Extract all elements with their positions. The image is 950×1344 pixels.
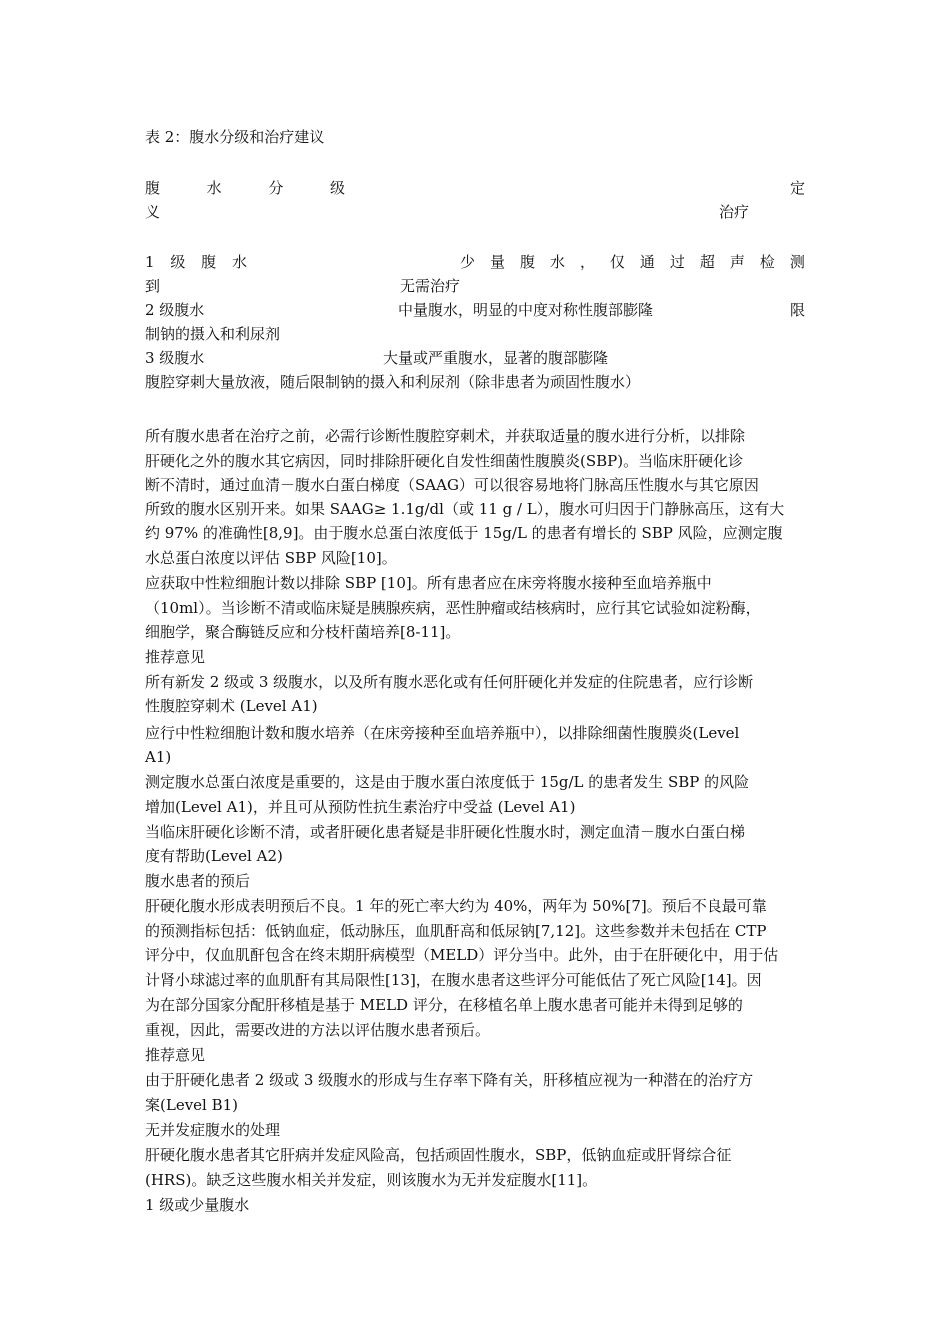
text-line: 应获取中性粒细胞计数以排除 SBP [10]。所有患者应在床旁将腹水接种至血培养瓶中 <box>145 574 712 592</box>
table-caption: 表 2：腹水分级和治疗建议 <box>145 128 325 146</box>
text-line: 肝硬化之外的腹水其它病因，同时排除肝硬化自发性细菌性腹膜炎(SBP)。当临床肝硬化诊 <box>145 452 744 470</box>
table-header-definition-char2: 义 <box>145 203 161 221</box>
text-line: 肝硬化腹水患者其它肝病并发症风险高，包括顽固性腹水，SBP，低钠血症或肝肾综合征 <box>145 1146 732 1164</box>
text-line: 所致的腹水区别开来。如果 SAAG≥ 1.1g/dl（或 11 g / L），腹水可归因于门静脉高压，这有大 <box>145 500 785 518</box>
definition-char: 少 <box>460 253 476 271</box>
section-heading: 腹水患者的预后 <box>145 872 251 890</box>
text-line: 增加(Level A1)，并且可从预防性抗生素治疗中受益 (Level A1) <box>145 798 576 816</box>
text-line: 约 97% 的准确性[8,9]。由于腹水总蛋白浓度低于 15g/L 的患者有增长的 SBP 风险，应测定腹 <box>145 524 783 542</box>
text-line: (HRS)。缺乏这些腹水相关并发症，则该腹水为无并发症腹水[11]。 <box>145 1171 598 1189</box>
text-line: 性腹腔穿刺术 (Level A1) <box>145 697 318 715</box>
text-line: 应行中性粒细胞计数和腹水培养（在床旁接种至血培养瓶中），以排除细菌性腹膜炎(Level <box>145 724 740 742</box>
header-char: 分 <box>268 179 284 197</box>
row1-definition-tail: 到 <box>145 277 161 295</box>
header-char: 级 <box>329 179 345 197</box>
text-line: 所有新发 2 级或 3 级腹水，以及所有腹水恶化或有任何肝硬化并发症的住院患者，应行诊断 <box>145 673 754 691</box>
text-line: 所有腹水患者在治疗之前，必需行诊断性腹腔穿刺术，并获取适量的腹水进行分析，以排除 <box>145 427 746 445</box>
row1-definition <box>460 250 805 274</box>
section-heading: 推荐意见 <box>145 1046 206 1064</box>
definition-char: ， <box>579 253 595 271</box>
definition-char: 声 <box>729 253 745 271</box>
definition-char: 腹 <box>519 253 535 271</box>
definition-char: 水 <box>549 253 565 271</box>
definition-char: 量 <box>489 253 505 271</box>
definition-char: 测 <box>789 253 805 271</box>
row2-treatment-tail: 制钠的摄入和利尿剂 <box>145 325 281 343</box>
text-line: 肝硬化腹水形成表明预后不良。1 年的死亡率大约为 40%，两年为 50%[7]。预后不良最可靠 <box>145 897 767 915</box>
text-line: 的预测指标包括：低钠血症，低动脉压，血肌酐高和低尿钠[7,12]。这些参数并未包括在 CTP <box>145 922 767 940</box>
text-line: 细胞学，聚合酶链反应和分枝杆菌培养[8-11]。 <box>145 623 461 641</box>
row1-treatment: 无需治疗 <box>400 277 461 295</box>
table-header-treatment: 治疗 <box>719 203 750 221</box>
definition-char: 检 <box>759 253 775 271</box>
row2-treatment-char1: 限 <box>790 301 806 319</box>
grade-char: 1 <box>145 253 155 271</box>
definition-char: 仅 <box>609 253 625 271</box>
row1-grade <box>145 250 247 274</box>
table-header-definition-char1: 定 <box>790 179 806 197</box>
section-heading: 无并发症腹水的处理 <box>145 1121 281 1139</box>
definition-char: 通 <box>639 253 655 271</box>
text-line: 由于肝硬化患者 2 级或 3 级腹水的形成与生存率下降有关，肝移植应视为一种潜在的治疗方 <box>145 1071 754 1089</box>
definition-char: 超 <box>699 253 715 271</box>
text-line: 案(Level B1) <box>145 1096 239 1114</box>
row3-grade: 3 级腹水 <box>145 349 205 367</box>
row2-definition: 中量腹水，明显的中度对称性腹部膨隆 <box>398 301 654 319</box>
text-line: 当临床肝硬化诊断不清，或者肝硬化患者疑是非肝硬化性腹水时，测定血清－腹水白蛋白梯 <box>145 823 746 841</box>
definition-char: 过 <box>669 253 685 271</box>
section-heading: 推荐意见 <box>145 648 206 666</box>
grade-char: 级 <box>170 253 186 271</box>
grade-char: 腹 <box>201 253 217 271</box>
header-char: 腹 <box>145 179 161 197</box>
text-line: A1) <box>145 748 172 766</box>
row3-treatment: 腹腔穿刺大量放液，随后限制钠的摄入和利尿剂（除非患者为顽固性腹水） <box>145 373 641 391</box>
table-header-grade <box>145 176 345 200</box>
row3-definition: 大量或严重腹水，显著的腹部膨隆 <box>383 349 609 367</box>
section-heading: 1 级或少量腹水 <box>145 1196 250 1214</box>
text-line: （10ml）。当诊断不清或临床疑是胰腺疾病，恶性肿瘤或结核病时，应行其它试验如淀粉酶， <box>145 599 761 617</box>
row2-grade: 2 级腹水 <box>145 301 205 319</box>
grade-char: 水 <box>231 253 247 271</box>
text-line: 重视，因此，需要改进的方法以评估腹水患者预后。 <box>145 1021 491 1039</box>
header-char: 水 <box>206 179 222 197</box>
text-line: 断不清时，通过血清－腹水白蛋白梯度（SAAG）可以很容易地将门脉高压性腹水与其它原因 <box>145 476 759 494</box>
text-line: 评分中，仅血肌酐包含在终末期肝病模型（MELD）评分当中。此外，由于在肝硬化中，用于估 <box>145 946 779 964</box>
text-line: 水总蛋白浓度以评估 SBP 风险[10]。 <box>145 549 397 567</box>
text-line: 计肾小球滤过率的血肌酐有其局限性[13]，在腹水患者这些评分可能低估了死亡风险[14]。因 <box>145 971 762 989</box>
text-line: 测定腹水总蛋白浓度是重要的，这是由于腹水蛋白浓度低于 15g/L 的患者发生 SBP 的风险 <box>145 773 750 791</box>
text-line: 度有帮助(Level A2) <box>145 847 283 865</box>
text-line: 为在部分国家分配肝移植是基于 MELD 评分，在移植名单上腹水患者可能并未得到足够的 <box>145 996 743 1014</box>
